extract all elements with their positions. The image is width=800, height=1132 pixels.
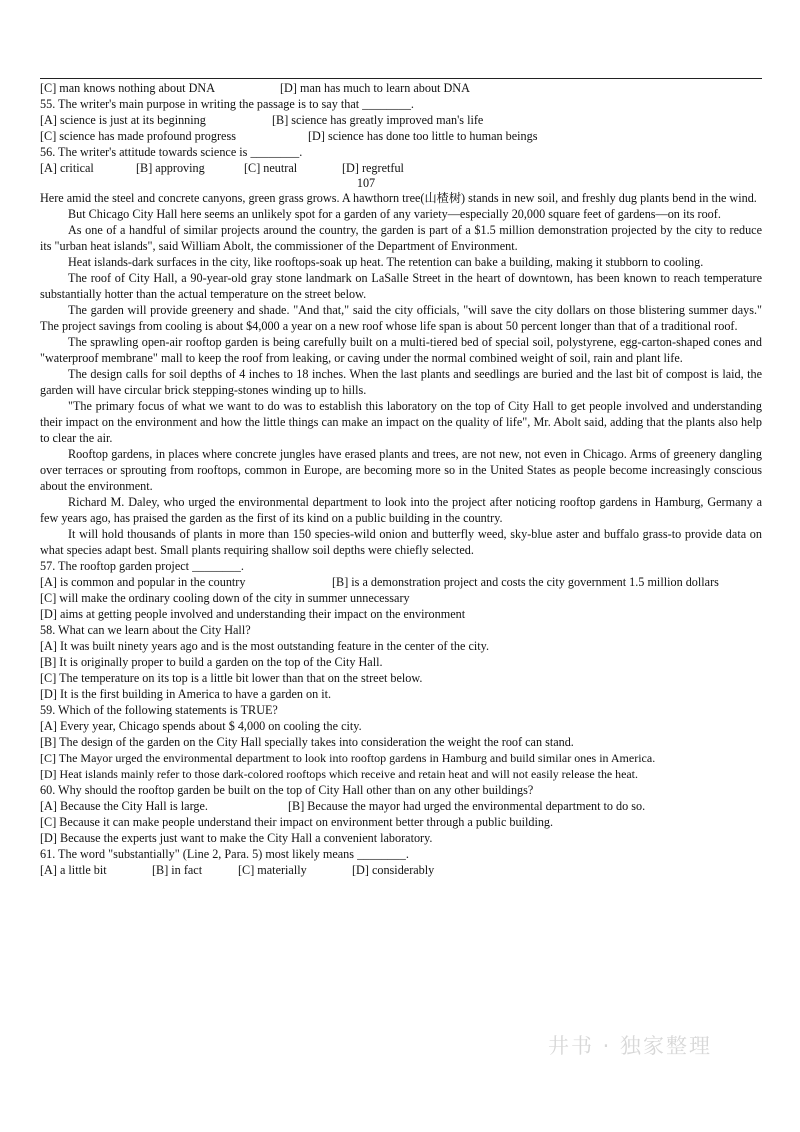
option-d: [D] Heat islands mainly refer to those dark-colored rooftops which receive and retain heat and will not easily release the heat. — [40, 767, 638, 781]
q57-options-row1 — [40, 574, 762, 590]
q61-stem: 61. The word "substantially" (Line 2, Para. 5) most likely means ________. — [40, 847, 409, 861]
option-c: [C] materially — [238, 863, 307, 877]
passage-paragraph: The design calls for soil depths of 4 inches to 18 inches. When the last plants and seedlings are buried and the last bit of compost is laid, the garden will have circular brick stepping-stones winding up to hills. — [40, 367, 762, 397]
q60-options-row1 — [40, 798, 762, 814]
document-page — [40, 80, 762, 878]
option-b: [B] is a demonstration project and costs the city government 1.5 million dollars — [332, 575, 719, 589]
passage-paragraph: Heat islands-dark surfaces in the city, like rooftops-soak up heat. The retention can bake a building, making it stubborn to cooling. — [68, 255, 704, 269]
q56-stem: 56. The writer's attitude towards science is ________. — [40, 145, 303, 159]
q54-options-tail — [40, 80, 762, 96]
q60-stem: 60. Why should the rooftop garden be built on the top of City Hall other than on any other buildings? — [40, 783, 534, 797]
option-b: [B] Because the mayor had urged the environmental department to do so. — [288, 799, 646, 813]
q58-stem: 58. What can we learn about the City Hall? — [40, 623, 251, 637]
option-d: [D] man has much to learn about DNA — [280, 81, 470, 95]
option-b: [B] approving — [136, 161, 205, 175]
watermark-text: 井书 · 独家整理 — [548, 1034, 713, 1058]
option-c: [C] The Mayor urged the environmental department to look into rooftop gardens in Hamburg and build similar ones in America. — [40, 751, 656, 765]
q57-stem: 57. The rooftop garden project ________. — [40, 559, 244, 573]
option-c: [C] neutral — [244, 161, 298, 175]
option-a: [A] It was built ninety years ago and is the most outstanding feature in the center of the city. — [40, 639, 490, 653]
passage-paragraph: Rooftop gardens, in places where concrete jungles have erased plants and trees, are not new, not even in Chicago. Arms of greenery dangling over terraces or sprouting from rooftops, common in Europe, are becoming more so in the United States as people become increasingly conscious about the environment. — [40, 447, 762, 493]
q55-stem: 55. The writer's main purpose in writing the passage is to say that ________. — [40, 97, 414, 111]
option-a: [A] is common and popular in the country — [40, 575, 246, 589]
option-c: [C] science has made profound progress — [40, 129, 236, 143]
option-a: [A] critical — [40, 161, 94, 175]
q55-options-row2 — [40, 128, 762, 144]
option-d: [D] aims at getting people involved and understanding their impact on the environment — [40, 607, 466, 621]
q55-options-row1 — [40, 112, 762, 128]
option-d: [D] It is the first building in America to have a garden on it. — [40, 687, 332, 701]
option-d: [D] Because the experts just want to make the City Hall a convenient laboratory. — [40, 831, 433, 845]
option-c: [C] man knows nothing about DNA — [40, 81, 216, 95]
passage-paragraph: The sprawling open-air rooftop garden is being carefully built on a multi-tiered bed of special soil, polystyrene, egg-carton-shaped cones and "waterproof membrane" mall to keep the roof from leaking, or caving under the normal combined weight of soil, rain and plant life. — [40, 335, 762, 365]
option-d: [D] regretful — [342, 161, 404, 175]
passage-paragraph: Richard M. Daley, who urged the environmental department to look into the project after noticing rooftop gardens in Hamburg, Germany a few years ago, has praised the garden as the first of its kind on a public building in the country. — [40, 495, 762, 525]
option-b: [B] science has greatly improved man's life — [272, 113, 484, 127]
passage-paragraph: As one of a handful of similar projects around the country, the garden is part of a $1.5 million demonstration projected by the city to reduce its "urban heat islands", said William Abolt, the commissioner of the Department of Environment. — [40, 223, 762, 253]
passage-paragraph: Here amid the steel and concrete canyons, green grass grows. A hawthorn tree(山楂树) stands in new soil, and freshly dug plants bend in the wind. — [40, 191, 757, 205]
passage-paragraph: "The primary focus of what we want to do was to establish this laboratory on the top of City Hall to get people involved and understanding their impact on the environment and how the little things can make an impact on the quality of life", Mr. Abolt said, adding that the plants also help to clear the air. — [40, 399, 762, 445]
option-c: [C] The temperature on its top is a little bit lower than that on the street below. — [40, 671, 423, 685]
passage-number: 107 — [356, 176, 376, 190]
option-c: [C] will make the ordinary cooling down of the city in summer unnecessary — [40, 591, 410, 605]
option-b: [B] It is originally proper to build a garden on the top of the City Hall. — [40, 655, 383, 669]
passage-paragraph: The roof of City Hall, a 90-year-old gray stone landmark on LaSalle Street in the heart of downtown, has been known to reach temperature substantially hotter than the actual temperature on the street below. — [40, 271, 762, 301]
option-a: [A] Every year, Chicago spends about $ 4,000 on cooling the city. — [40, 719, 362, 733]
option-a: [A] Because the City Hall is large. — [40, 799, 208, 813]
q56-options — [40, 160, 762, 176]
option-a: [A] a little bit — [40, 863, 107, 877]
passage-paragraph: But Chicago City Hall here seems an unlikely spot for a garden of any variety—especially 20,000 square feet of gardens—on its roof. — [68, 207, 721, 221]
option-a: [A] science is just at its beginning — [40, 113, 206, 127]
passage-paragraph: It will hold thousands of plants in more than 150 species-wild onion and butterfly weed, sky-blue aster and buffalo grass-to provide data on what species adapt best. Small plants requiring shallow soil depths were chiefly selected. — [40, 527, 762, 557]
passage-paragraph: The garden will provide greenery and shade. "And that," said the city officials, "will save the city dollars on those blistering summer days." The project savings from cooling is about $4,000 a year on a new roof whose life span is about 50 percent longer than that of a traditional roof. — [40, 303, 762, 333]
passage — [40, 190, 762, 558]
option-b: [B] in fact — [152, 863, 203, 877]
option-b: [B] The design of the garden on the City Hall specially takes into consideration the weight the roof can stand. — [40, 735, 574, 749]
top-rule — [40, 78, 762, 79]
option-c: [C] Because it can make people understand their impact on environment better through a public building. — [40, 815, 554, 829]
option-d: [D] considerably — [352, 863, 435, 877]
q59-stem: 59. Which of the following statements is TRUE? — [40, 703, 278, 717]
option-d: [D] science has done too little to human beings — [308, 129, 538, 143]
q61-options — [40, 862, 762, 878]
